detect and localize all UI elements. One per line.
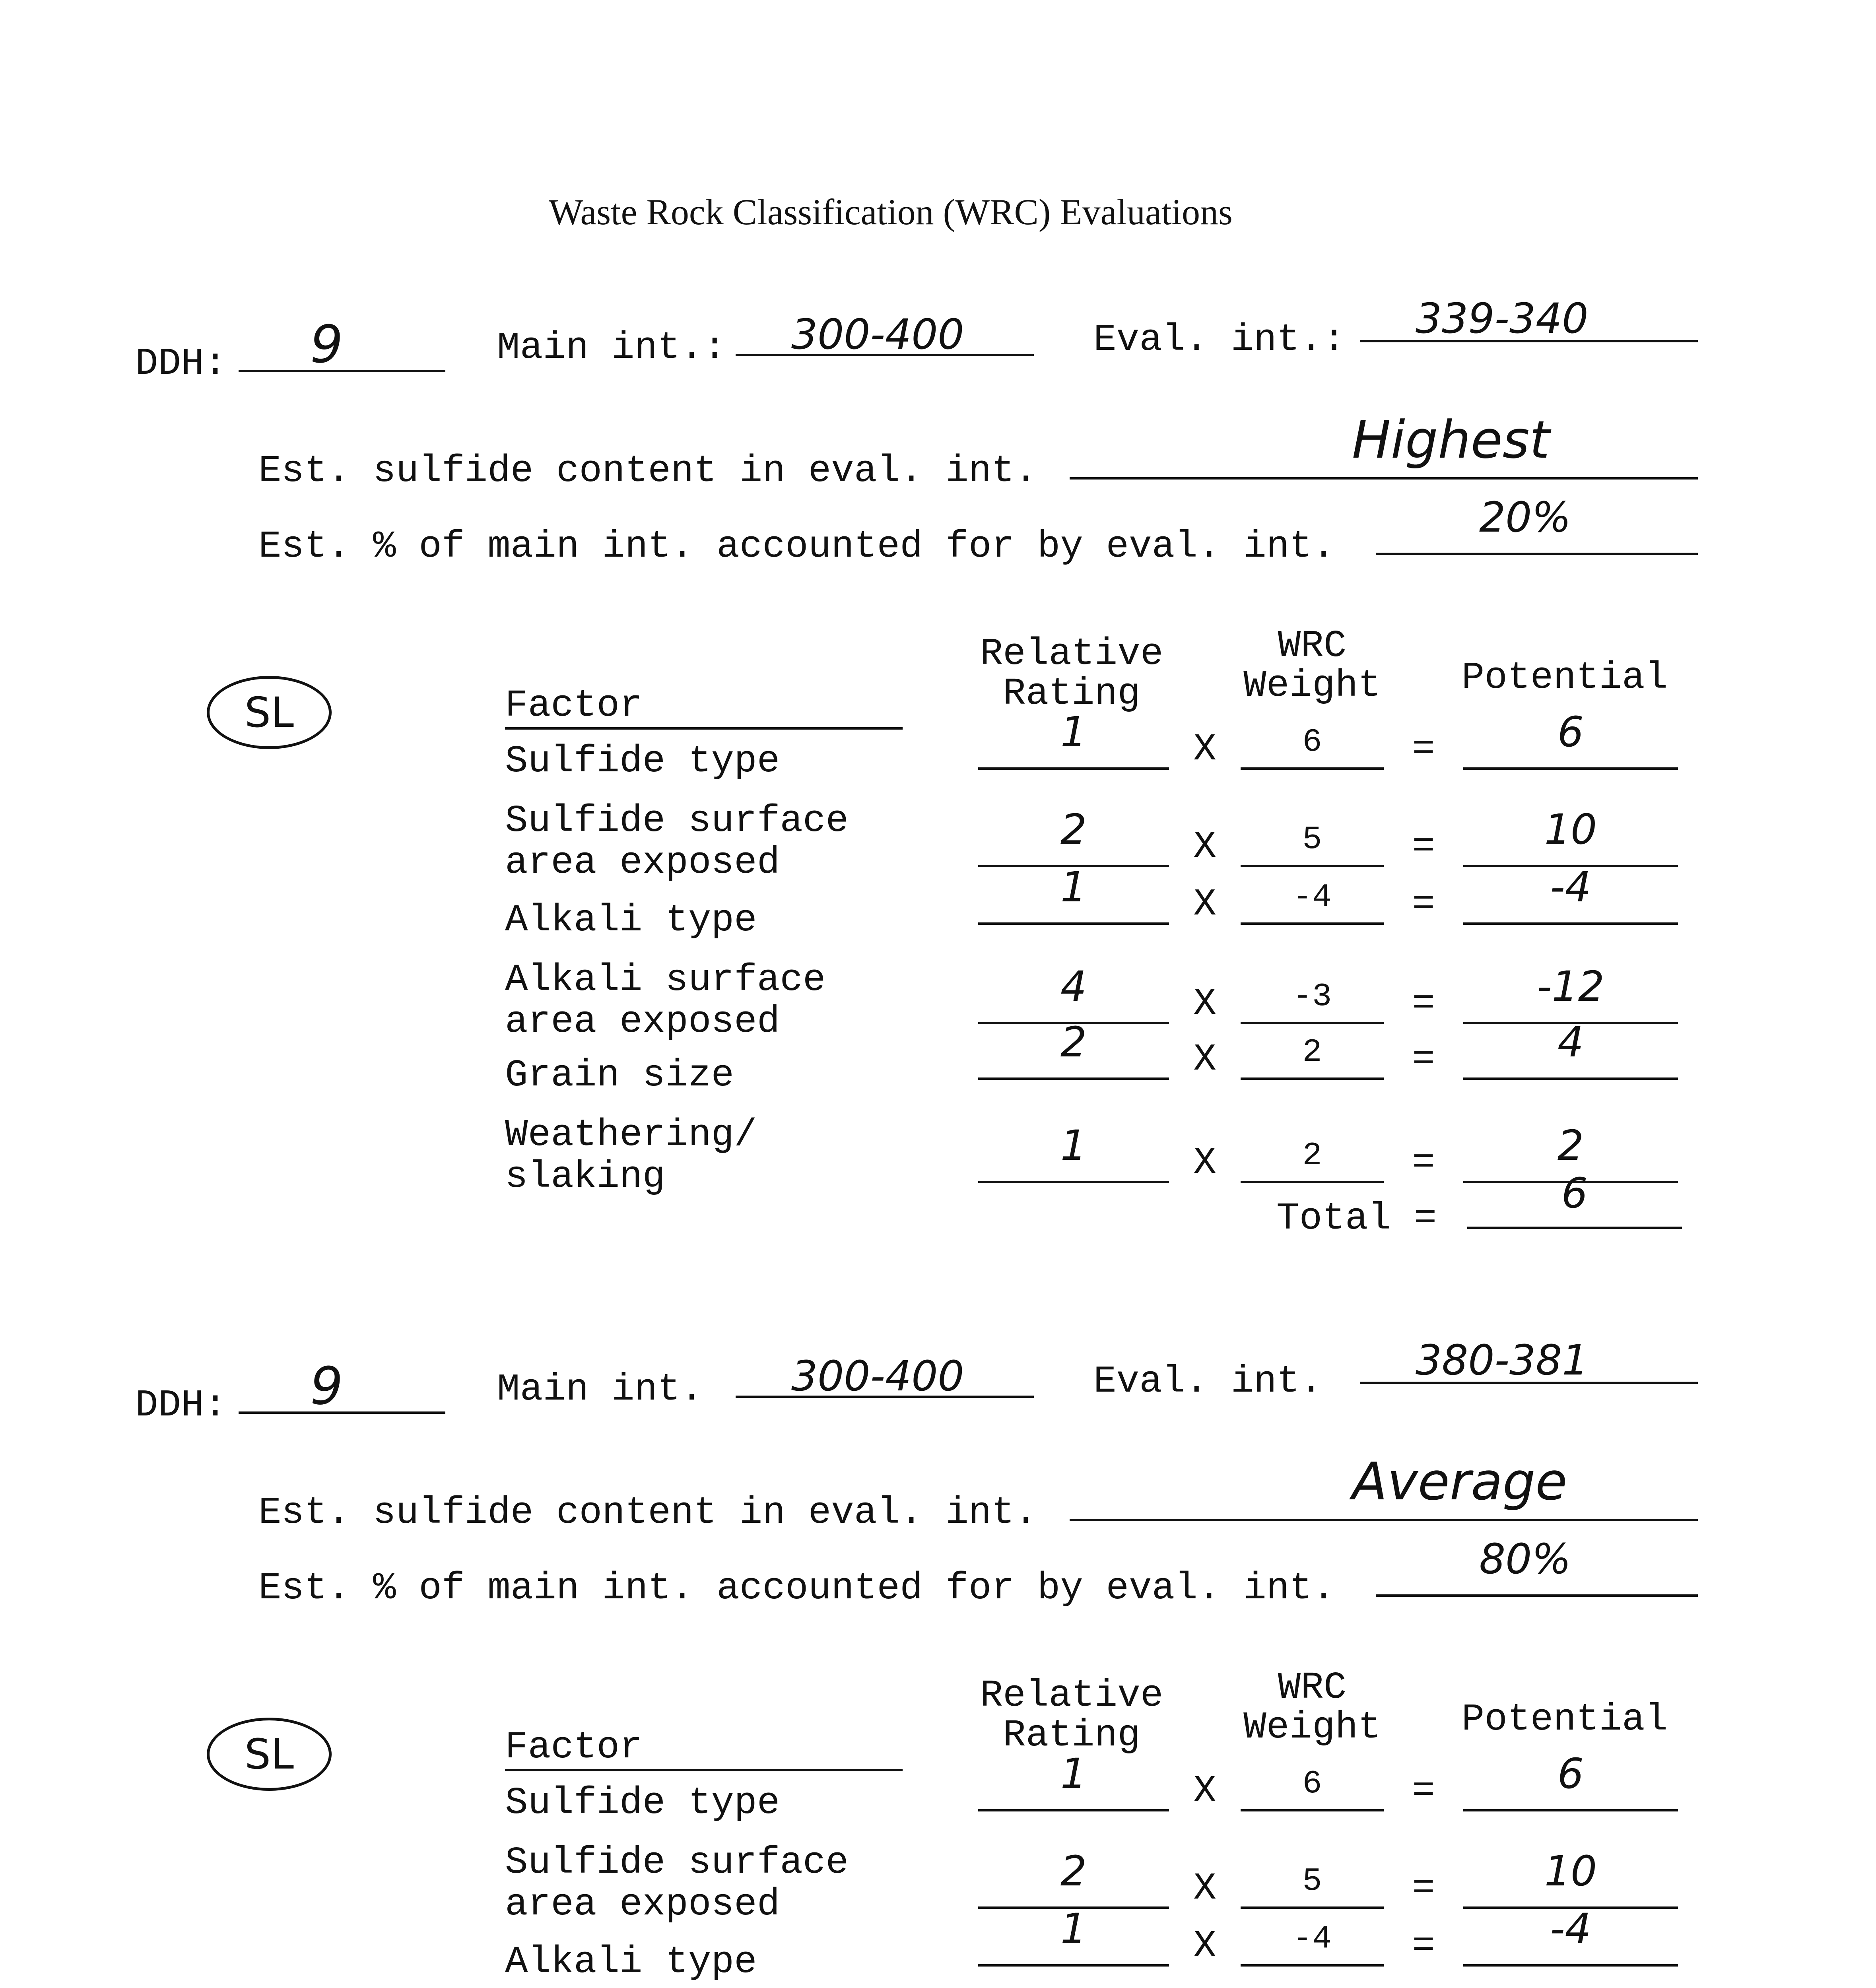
ddh-label: DDH: [135, 342, 227, 385]
main-int-label: Main int. [497, 1368, 703, 1411]
sulfide-content-underline [1070, 477, 1698, 480]
rating-underline [978, 1077, 1169, 1080]
factor-header: Factor [505, 684, 903, 730]
factor-label: area exposed [505, 841, 780, 884]
rating-value: 1 [1060, 1905, 1087, 1953]
potential-underline [1463, 1964, 1678, 1967]
potential-value: 6 [1557, 1749, 1584, 1798]
weight-value: 6 [1302, 724, 1322, 761]
weight-value: 6 [1302, 1765, 1322, 1802]
equals-sign: = [1412, 982, 1435, 1025]
rating-header: Rating [1003, 672, 1140, 715]
sl-circled-mark: SL [207, 676, 332, 749]
weight-underline [1241, 1964, 1384, 1967]
weight-value: -4 [1292, 879, 1332, 916]
weight-underline [1241, 1022, 1384, 1024]
pct-main-underline [1376, 1594, 1698, 1597]
weight-underline [1241, 767, 1384, 770]
page-title: Waste Rock Classification (WRC) Evaluations [549, 192, 1233, 232]
weight-underline [1241, 1077, 1384, 1080]
rating-value: 1 [1060, 1121, 1087, 1170]
weight-header: Weight [1243, 1706, 1381, 1749]
factor-label: area exposed [505, 1000, 780, 1043]
weight-underline [1241, 1181, 1384, 1183]
equals-sign: = [1412, 1924, 1435, 1968]
wrc-header: WRC [1278, 1666, 1347, 1709]
sulfide-content-underline [1070, 1519, 1698, 1521]
pct-main-label: Est. % of main int. accounted for by eval. int. [258, 1567, 1335, 1610]
factor-header: Factor [505, 1726, 903, 1771]
total-label: Total = [1276, 1197, 1437, 1240]
rating-underline [978, 767, 1169, 770]
weight-value: -3 [1292, 978, 1332, 1015]
factor-label: Sulfide type [505, 1781, 780, 1825]
factor-label: Sulfide surface [505, 799, 849, 843]
multiply-sign: X [1193, 728, 1216, 771]
main-int-value: 300-400 [791, 310, 964, 359]
pct-main-value: 80% [1479, 1535, 1571, 1583]
rating-value: 2 [1060, 1847, 1087, 1895]
weight-header: Weight [1243, 664, 1381, 707]
sulfide-content-value: Highest [1352, 410, 1550, 470]
rating-value: 1 [1060, 708, 1087, 756]
weight-value: -4 [1292, 1920, 1332, 1957]
multiply-sign: X [1193, 982, 1216, 1025]
relative-header: Relative [980, 1674, 1163, 1717]
rating-header: Rating [1003, 1714, 1140, 1757]
rating-value: 4 [1060, 962, 1087, 1011]
rating-value: 1 [1060, 863, 1087, 911]
multiply-sign: X [1193, 1867, 1216, 1910]
equals-sign: = [1412, 1867, 1435, 1910]
potential-value: 10 [1544, 805, 1597, 854]
potential-header: Potential [1461, 656, 1668, 699]
weight-underline [1241, 1809, 1384, 1811]
rating-underline [978, 1964, 1169, 1967]
pct-main-value: 20% [1479, 493, 1571, 542]
factor-label: Sulfide surface [505, 1841, 849, 1884]
rating-underline [978, 1181, 1169, 1183]
ddh-value: 9 [310, 314, 343, 375]
potential-header: Potential [1461, 1698, 1668, 1741]
equals-sign: = [1412, 1141, 1435, 1184]
potential-value: -4 [1550, 863, 1591, 911]
ddh-value: 9 [310, 1356, 343, 1416]
total-underline [1467, 1227, 1682, 1229]
rating-underline [978, 1809, 1169, 1811]
multiply-sign: X [1193, 883, 1216, 926]
sulfide-content-label: Est. sulfide content in eval. int. [258, 449, 1037, 493]
factor-label: Weathering/ [505, 1113, 757, 1157]
equals-sign: = [1412, 825, 1435, 868]
multiply-sign: X [1193, 825, 1216, 868]
potential-value: 2 [1557, 1121, 1584, 1170]
factor-label: area exposed [505, 1883, 780, 1926]
weight-underline [1241, 922, 1384, 925]
multiply-sign: X [1193, 1038, 1216, 1081]
weight-value: 2 [1302, 1137, 1322, 1174]
weight-underline [1241, 1906, 1384, 1909]
pct-main-underline [1376, 553, 1698, 555]
potential-underline [1463, 767, 1678, 770]
factor-label: Alkali type [505, 899, 757, 942]
rating-value: 2 [1060, 805, 1087, 854]
sl-circled-mark: SL [207, 1718, 332, 1791]
factor-label: Grain size [505, 1054, 734, 1097]
main-int-value: 300-400 [791, 1352, 964, 1400]
potential-value: -4 [1550, 1905, 1591, 1953]
sulfide-content-value: Average [1352, 1451, 1567, 1512]
rating-value: 1 [1060, 1749, 1087, 1798]
potential-value: -12 [1537, 962, 1604, 1011]
potential-value: 6 [1557, 708, 1584, 756]
eval-int-value: 339-340 [1416, 294, 1589, 343]
eval-int-label: Eval. int. [1093, 1360, 1323, 1403]
equals-sign: = [1412, 1769, 1435, 1813]
ddh-label: DDH: [135, 1384, 227, 1427]
pct-main-label: Est. % of main int. accounted for by eval. int. [258, 525, 1335, 568]
equals-sign: = [1412, 1038, 1435, 1081]
weight-value: 2 [1302, 1034, 1322, 1071]
multiply-sign: X [1193, 1924, 1216, 1968]
total-value: 6 [1561, 1169, 1588, 1217]
eval-int-value: 380-381 [1416, 1336, 1589, 1384]
equals-sign: = [1412, 883, 1435, 926]
potential-value: 4 [1557, 1018, 1584, 1066]
factor-label: Alkali surface [505, 958, 826, 1002]
multiply-sign: X [1193, 1769, 1216, 1813]
rating-value: 2 [1060, 1018, 1087, 1066]
potential-underline [1463, 1077, 1678, 1080]
potential-underline [1463, 922, 1678, 925]
wrc-header: WRC [1278, 624, 1347, 668]
weight-value: 5 [1302, 1863, 1322, 1900]
potential-value: 10 [1544, 1847, 1597, 1895]
rating-underline [978, 922, 1169, 925]
weight-value: 5 [1302, 821, 1322, 858]
relative-header: Relative [980, 632, 1163, 676]
equals-sign: = [1412, 728, 1435, 771]
factor-label: Sulfide type [505, 740, 780, 783]
eval-int-label: Eval. int.: [1093, 318, 1346, 361]
main-int-label: Main int.: [497, 326, 726, 369]
potential-underline [1463, 1809, 1678, 1811]
factor-label: slaking [505, 1155, 666, 1198]
weight-underline [1241, 865, 1384, 867]
sulfide-content-label: Est. sulfide content in eval. int. [258, 1491, 1037, 1534]
factor-label: Alkali type [505, 1940, 757, 1984]
multiply-sign: X [1193, 1141, 1216, 1184]
